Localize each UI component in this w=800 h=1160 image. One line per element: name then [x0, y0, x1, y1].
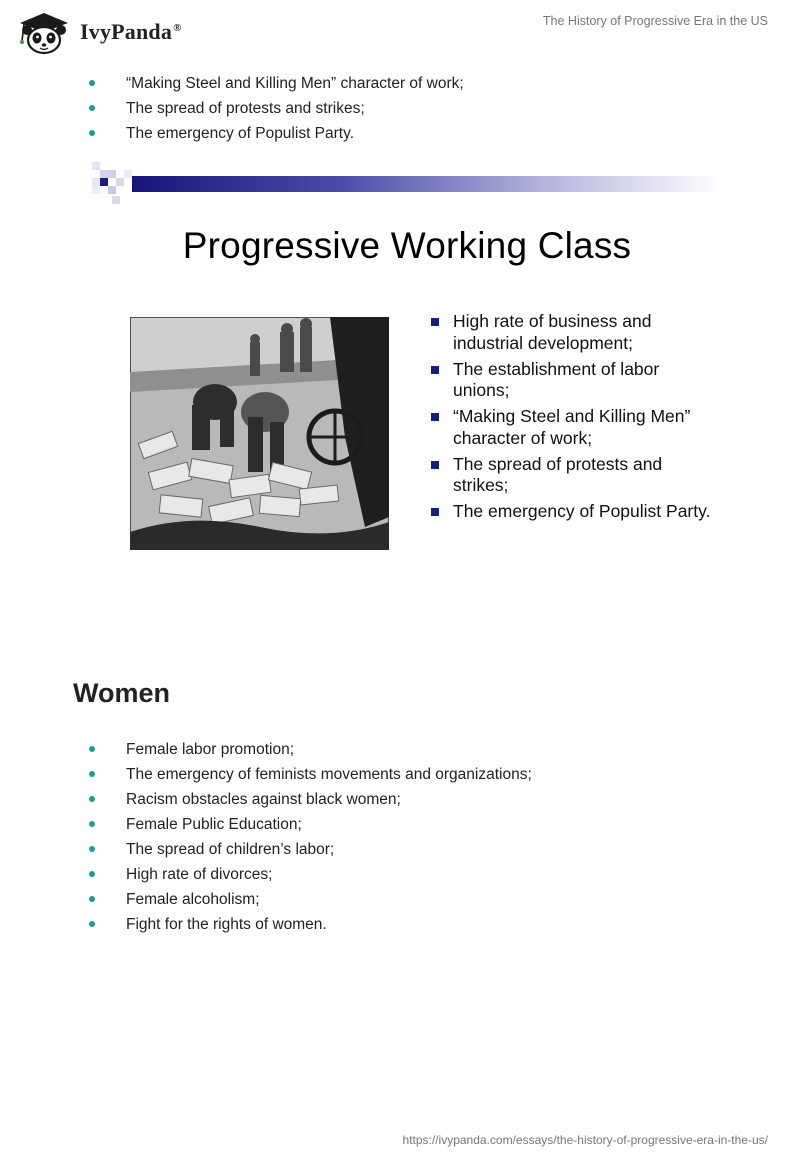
list-item: Female labor promotion; [86, 737, 532, 762]
list-item: The emergency of Populist Party. [86, 121, 464, 146]
square-bullet-icon [431, 413, 439, 421]
workers-photo [130, 317, 389, 550]
slide-title: Progressive Working Class [182, 225, 632, 266]
panda-graduate-icon [14, 9, 74, 55]
square-bullet-icon [431, 461, 439, 469]
list-item: “Making Steel and Killing Men” character of work; [86, 71, 464, 96]
bullet-dot-icon [89, 771, 95, 777]
square-bullet-icon [431, 318, 439, 326]
source-url-link[interactable]: https://ivypanda.com/essays/the-history-of-progressive-era-in-the-us/ [402, 1133, 768, 1147]
bullet-dot-icon [89, 80, 95, 86]
list-item: Female Public Education; [86, 812, 532, 837]
bullet-dot-icon [89, 921, 95, 927]
list-item: Racism obstacles against black women; [86, 787, 532, 812]
slide-decorative-bar [92, 162, 722, 204]
square-bullet-icon [431, 508, 439, 516]
slide-image [92, 162, 722, 562]
section-heading-women: Women [73, 678, 171, 708]
bullet-dot-icon [89, 130, 95, 136]
women-bullet-list [86, 737, 532, 937]
slide-list-item: “Making Steel and Killing Men” character of work; [430, 406, 720, 449]
square-bullet-icon [431, 366, 439, 374]
slide-list-item: High rate of business and industrial development; [430, 311, 720, 354]
document-title: The History of Progressive Era in the US [542, 14, 768, 28]
bullet-dot-icon [89, 896, 95, 902]
list-item: The emergency of feminists movements and organizations; [86, 762, 532, 787]
slide-list-item: The emergency of Populist Party. [430, 501, 720, 523]
logo-text: IvyPanda® [80, 19, 182, 44]
list-item: The spread of protests and strikes; [86, 96, 464, 121]
list-item: High rate of divorces; [86, 862, 532, 887]
slide-list-item: The spread of protests and strikes; [430, 454, 720, 497]
list-item: The spread of children’s labor; [86, 837, 532, 862]
registered-mark: ® [173, 21, 182, 34]
bullet-dot-icon [89, 746, 95, 752]
bullet-dot-icon [89, 871, 95, 877]
list-item: Fight for the rights of women. [86, 912, 532, 937]
bullet-dot-icon [89, 796, 95, 802]
bullet-dot-icon [89, 105, 95, 111]
list-item: Female alcoholism; [86, 887, 532, 912]
intro-bullet-list [86, 71, 464, 146]
bullet-dot-icon [89, 821, 95, 827]
slide-list-item: The establishment of labor unions; [430, 359, 720, 402]
bullet-dot-icon [89, 846, 95, 852]
site-logo[interactable] [14, 9, 182, 55]
slide-bullet-list [430, 311, 720, 527]
page-header [0, 0, 800, 64]
